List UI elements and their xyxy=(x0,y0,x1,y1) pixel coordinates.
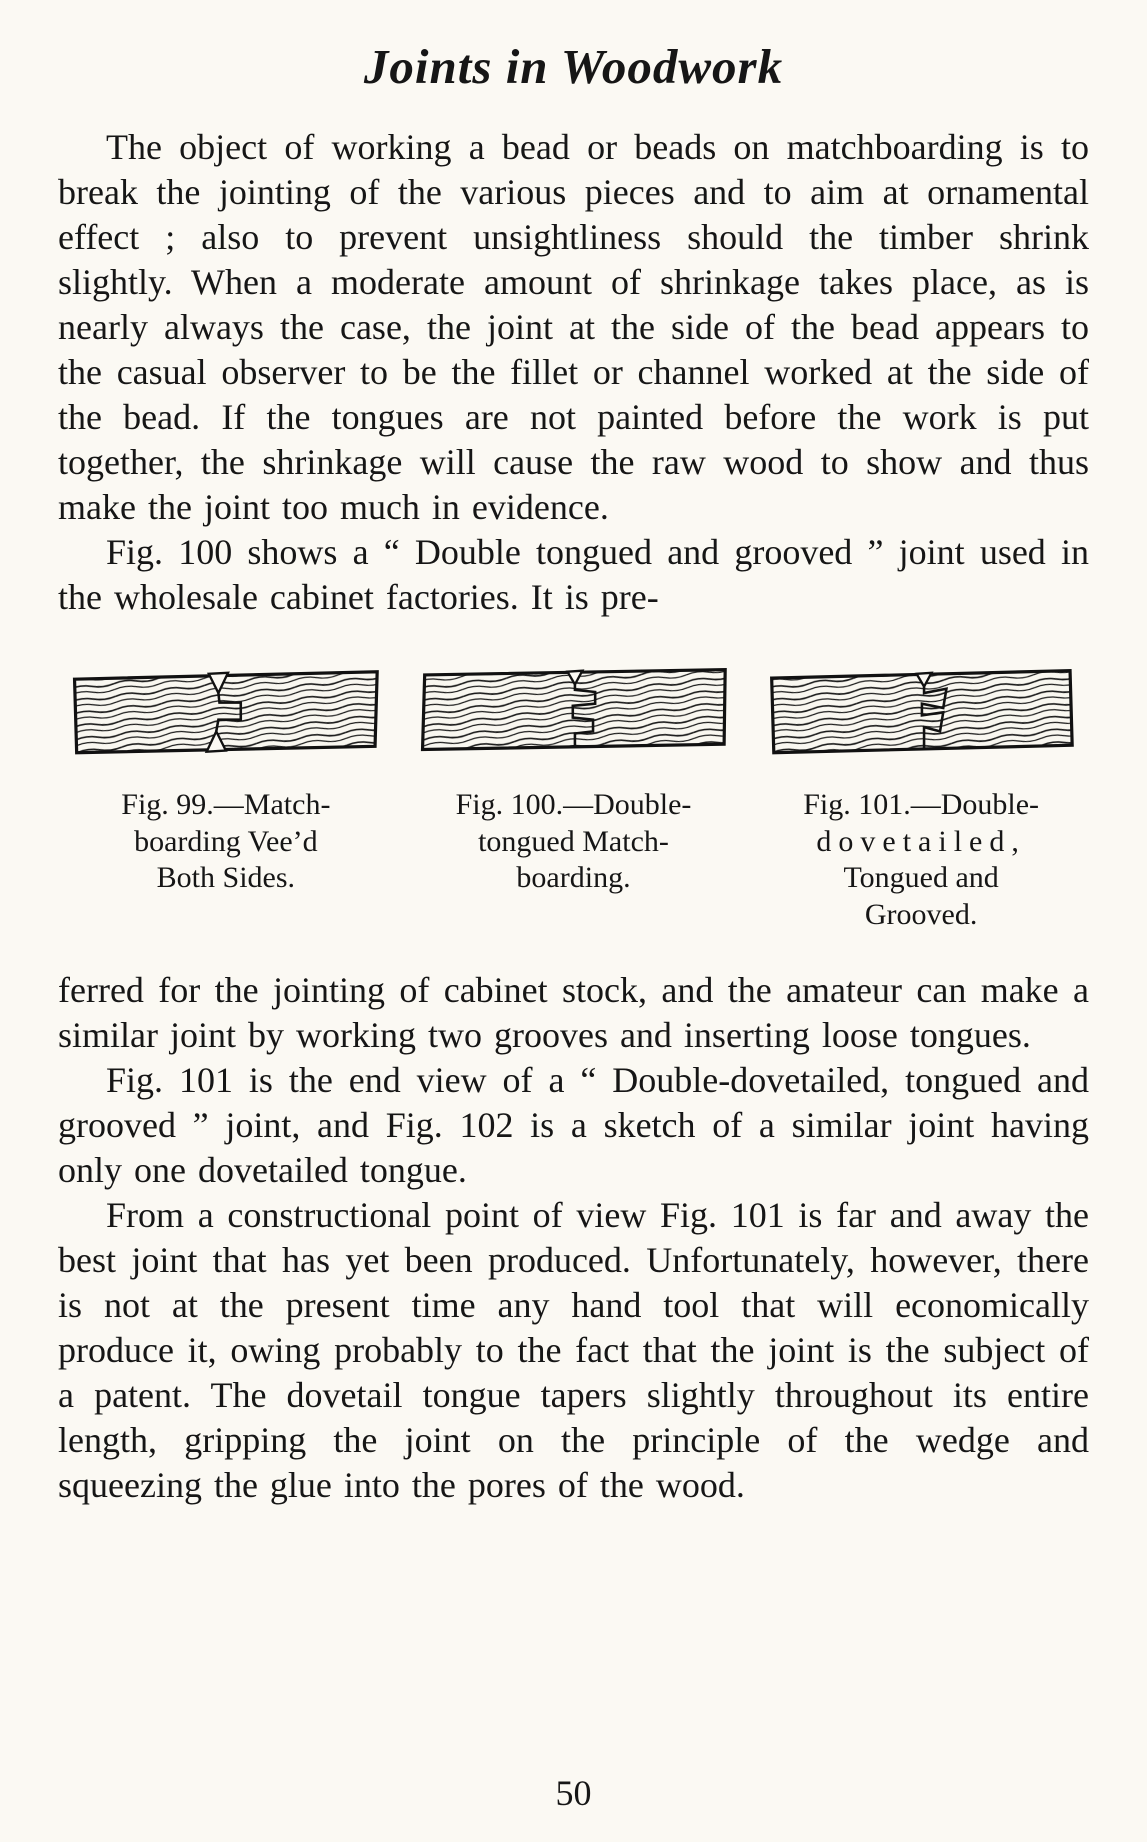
fig-100-illustration xyxy=(414,660,734,761)
caption-line: dovetailed, xyxy=(816,824,1026,858)
fig-101-illustration xyxy=(761,660,1081,761)
caption-line: Grooved. xyxy=(864,898,978,932)
caption-line: tongued Match- xyxy=(478,824,669,858)
page-title: Joints in Woodwork xyxy=(363,39,784,94)
paragraph: Fig. 100 shows a “ Double tongued and grooved ” joint used in the wholesale cabinet factories. It is pre- xyxy=(58,532,1089,617)
caption-line: Fig. 99.—Match- xyxy=(121,788,331,822)
caption-line: Both Sides. xyxy=(156,861,296,895)
figure-101 xyxy=(761,660,1081,934)
figure-99-caption xyxy=(121,787,330,897)
paragraph: ferred for the jointing of cabinet stock, and the amateur can make a similar joint by working two grooves and inserting loose tongues. xyxy=(58,969,1089,1055)
caption-line: boarding. xyxy=(516,861,631,895)
figure-99 xyxy=(66,660,386,934)
figure-100 xyxy=(414,660,734,934)
paragraph: The object of working a bead or beads on matchboarding is to break the jointing of the various pieces and to aim at ornamental effect ; also to prevent unsightliness should the timber shrink slightly. When a moderate amount of shrinkage takes place, as is nearly always the case, the joint at the side of the bead appears to the casual observer to be the fillet or channel worked at the side of the bead. If the tongues are not painted before the work is put together, the shrinkage will cause the raw wood to show and thus make the joint too much in evidence. xyxy=(58,127,1089,527)
caption-line: Fig. 101.—Double- xyxy=(803,788,1040,822)
figure-100-caption xyxy=(456,787,692,897)
paragraph: Fig. 101 is the end view of a “ Double-dovetailed, tongued and grooved ” joint, and Fig. 102 is a sketch of a similar joint having only one dovetailed tongue. xyxy=(58,1059,1089,1190)
caption-line: Tongued and xyxy=(843,861,999,895)
caption-line: Fig. 100.—Double- xyxy=(455,788,692,822)
caption-line: boarding Vee’d xyxy=(134,824,318,858)
figures-row xyxy=(66,660,1081,934)
page-number: 50 xyxy=(555,1773,592,1813)
fig-99-illustration xyxy=(66,660,386,761)
paragraph: From a constructional point of view Fig. 101 is far and away the best joint that has yet been produced. Unfortunately, however, there is not at the present time any hand tool that will economically produce it, owing probably to the fact that the joint is the subject of a patent. The dovetail tongue tapers slightly throughout its entire length, gripping the joint on the principle of the wedge and squeezing the glue into the pores of the wood. xyxy=(58,1194,1089,1505)
figure-101-caption xyxy=(803,787,1039,933)
